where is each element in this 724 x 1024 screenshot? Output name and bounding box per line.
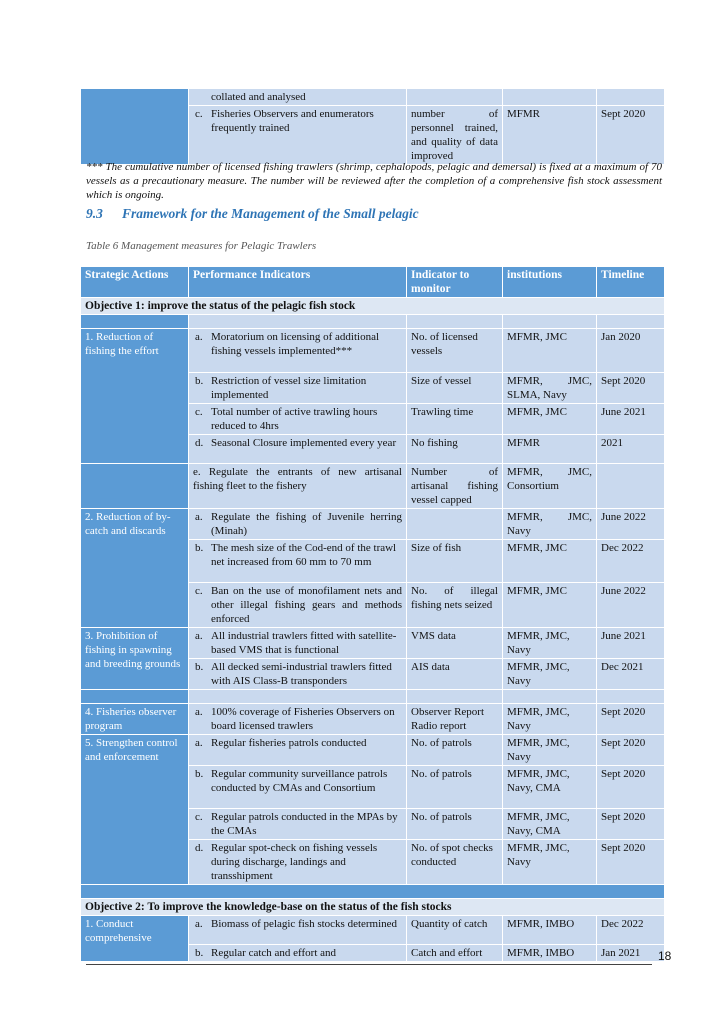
perf-cell (189, 106, 407, 165)
header-strategic-actions: Strategic Actions (81, 267, 189, 298)
indicator-cell: No. of spot checks conducted (407, 840, 503, 885)
table-row (81, 735, 665, 766)
strategic-action-4: 4. Fisheries observer program (81, 704, 189, 735)
header-timeline: Timeline (597, 267, 665, 298)
perf-cell: d. Regular spot-check on fishing vessels during discharge, landings and transshipment (189, 840, 407, 885)
table-row (81, 916, 665, 945)
header-institutions: institutions (503, 267, 597, 298)
table-header-row (81, 267, 665, 298)
objective-1: Objective 1: improve the status of the pelagic fish stock (81, 298, 665, 315)
timeline-cell (597, 464, 665, 509)
management-measures-table (80, 266, 665, 962)
item-letter: c. (195, 108, 203, 120)
table-row (81, 464, 665, 509)
indicator-cell: No. of licensed vessels (407, 329, 503, 373)
indicator-cell: Trawling time (407, 404, 503, 435)
institution-cell: MFMR, JMC (503, 329, 597, 373)
objective-2: Objective 2: To improve the knowledge-base on the status of the fish stocks (81, 899, 665, 916)
section-number: 9.3 (86, 206, 103, 221)
perf-cell: a. Regular fisheries patrols conducted (189, 735, 407, 766)
timeline-cell: Sept 2020 (597, 766, 665, 809)
indicator-cell: Size of vessel (407, 373, 503, 404)
perf-cell: a. Biomass of pelagic fish stocks determined (189, 916, 407, 945)
perf-cell: a. Moratorium on licensing of additional fishing vessels implemented*** (189, 329, 407, 373)
institution-cell: MFMR, JMC (503, 404, 597, 435)
timeline-cell: Sept 2020 (597, 106, 665, 165)
footer-rule (86, 964, 652, 965)
strategic-action-3: 3. Prohibition of fishing in spawning and breeding grounds (81, 628, 189, 690)
perf-text: Fisheries Observers and enumerators frequently trained (211, 108, 374, 134)
perf-cell (189, 89, 407, 106)
strategic-action-1: 1. Reduction of fishing the effort (81, 329, 189, 464)
spacer-row (81, 885, 665, 899)
indicator-cell: No fishing (407, 435, 503, 464)
table-row (81, 704, 665, 735)
institution-cell: MFMR, IMBO (503, 945, 597, 962)
strategic-action-5: 5. Strengthen control and enforcement (81, 735, 189, 885)
indicator-cell: VMS data (407, 628, 503, 659)
indicator-cell (407, 89, 503, 106)
table-caption: Table 6 Management measures for Pelagic Trawlers (86, 240, 317, 252)
indicator-cell: number of personnel trained, and quality of data improved (407, 106, 503, 165)
institution-cell: MFMR, JMC, Navy, CMA (503, 766, 597, 809)
indicator-cell: No. of illegal fishing nets seized (407, 583, 503, 628)
institution-cell: MFMR, JMC, SLMA, Navy (503, 373, 597, 404)
indicator-cell: Catch and effort (407, 945, 503, 962)
spacer-row (81, 690, 665, 704)
institution-cell: MFMR, JMC (503, 540, 597, 583)
objective-row (81, 899, 665, 916)
footnote-vessel-cap: *** The cumulative number of licensed fishing trawlers (shrimp, cephalopods, pelagic and demersal) is fixed at a maximum of 70 vessels as a precautionary measure. The number will be reviewed after the completion of a comprehensive fish stock assessment which is ongoing. (86, 161, 662, 201)
perf-cell: b. Regular community surveillance patrols conducted by CMAs and Consortium (189, 766, 407, 809)
indicator-cell: Size of fish (407, 540, 503, 583)
perf-cell: d. Seasonal Closure implemented every year (189, 435, 407, 464)
timeline-cell (597, 89, 665, 106)
timeline-cell: Jan 2021 (597, 945, 665, 962)
indicator-cell: No. of patrols (407, 735, 503, 766)
perf-cell: a. Regulate the fishing of Juvenile herring (Minah) (189, 509, 407, 540)
perf-cell: e. Regulate the entrants of new artisanal fishing fleet to the fishery (189, 464, 407, 509)
header-performance-indicators: Performance Indicators (189, 267, 407, 298)
indicator-cell: Observer Report Radio report (407, 704, 503, 735)
indicator-cell: AIS data (407, 659, 503, 690)
institution-cell: MFMR, JMC, Navy (503, 509, 597, 540)
indicator-cell: No. of patrols (407, 766, 503, 809)
institution-cell: MFMR, JMC, Navy (503, 735, 597, 766)
action-cell-empty (81, 464, 189, 509)
institution-cell: MFMR, IMBO (503, 916, 597, 945)
table-row (81, 509, 665, 540)
timeline-cell: 2021 (597, 435, 665, 464)
institution-cell: MFMR, JMC, Navy (503, 840, 597, 885)
strategic-action-2: 2. Reduction of by-catch and discards (81, 509, 189, 628)
timeline-cell: Dec 2021 (597, 659, 665, 690)
institution-cell: MFMR, JMC, Navy (503, 659, 597, 690)
timeline-cell: Sept 2020 (597, 840, 665, 885)
header-indicator: Indicator to monitor (407, 267, 503, 298)
spacer-row (81, 315, 665, 329)
perf-text: collated and analysed (211, 91, 306, 103)
timeline-cell: Sept 2020 (597, 704, 665, 735)
perf-cell: c. Regular patrols conducted in the MPAs by the CMAs (189, 809, 407, 840)
timeline-cell: Sept 2020 (597, 809, 665, 840)
action-cell-empty (81, 89, 189, 165)
timeline-cell: Jan 2020 (597, 329, 665, 373)
institution-cell: MFMR, JMC (503, 583, 597, 628)
timeline-cell: Sept 2020 (597, 735, 665, 766)
indicator-cell: Quantity of catch (407, 916, 503, 945)
previous-table-continuation (80, 88, 665, 165)
institution-cell: MFMR, JMC, Navy (503, 628, 597, 659)
institution-cell: MFMR, JMC, Consortium (503, 464, 597, 509)
perf-cell: a. All industrial trawlers fitted with satellite-based VMS that is functional (189, 628, 407, 659)
table-row (81, 329, 665, 373)
institution-cell (503, 89, 597, 106)
timeline-cell: Dec 2022 (597, 540, 665, 583)
timeline-cell: Sept 2020 (597, 373, 665, 404)
section-title: Framework for the Management of the Small pelagic (122, 206, 419, 221)
section-heading (86, 206, 419, 222)
timeline-cell: June 2022 (597, 509, 665, 540)
institution-cell: MFMR, JMC, Navy, CMA (503, 809, 597, 840)
timeline-cell: Dec 2022 (597, 916, 665, 945)
timeline-cell: June 2021 (597, 628, 665, 659)
perf-cell: b. Regular catch and effort and (189, 945, 407, 962)
perf-cell: b. All decked semi-industrial trawlers fitted with AIS Class-B transponders (189, 659, 407, 690)
perf-cell: b. The mesh size of the Cod-end of the trawl net increased from 60 mm to 70 mm (189, 540, 407, 583)
institution-cell: MFMR, JMC, Navy (503, 704, 597, 735)
perf-cell: b. Restriction of vessel size limitation implemented (189, 373, 407, 404)
objective-row (81, 298, 665, 315)
timeline-cell: June 2021 (597, 404, 665, 435)
page-number: 18 (658, 949, 672, 963)
institution-cell: MFMR (503, 106, 597, 165)
indicator-cell: No. of patrols (407, 809, 503, 840)
perf-cell: a. 100% coverage of Fisheries Observers on board licensed trawlers (189, 704, 407, 735)
indicator-cell (407, 509, 503, 540)
perf-cell: c. Total number of active trawling hours reduced to 4hrs (189, 404, 407, 435)
table-row (81, 628, 665, 659)
indicator-cell: Number of artisanal fishing vessel capped (407, 464, 503, 509)
institution-cell: MFMR (503, 435, 597, 464)
timeline-cell: June 2022 (597, 583, 665, 628)
perf-cell: c. Ban on the use of monofilament nets and other illegal fishing gears and methods enforced (189, 583, 407, 628)
strategic-action-b1: 1. Conduct comprehensive (81, 916, 189, 962)
